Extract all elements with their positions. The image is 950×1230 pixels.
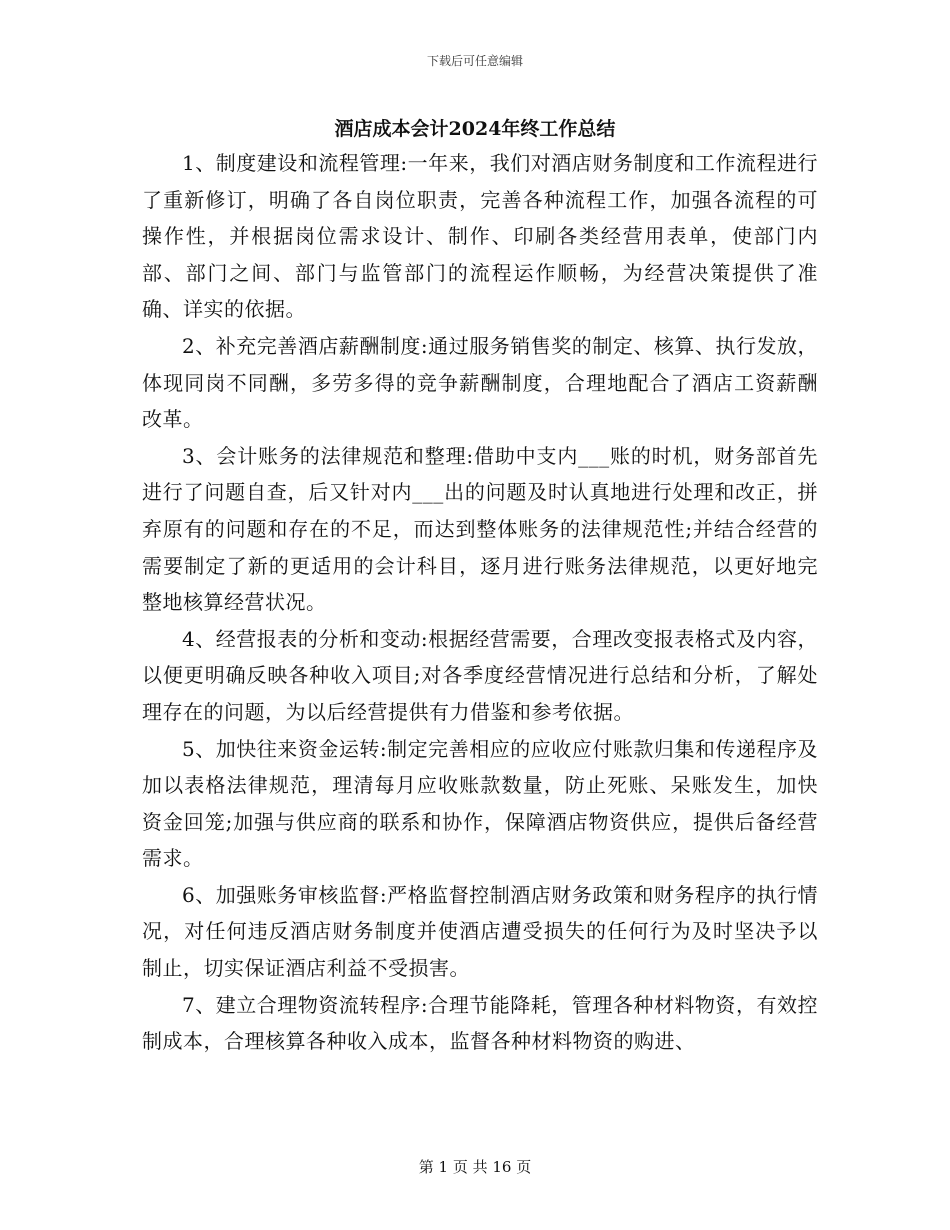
paragraph-2: 2、补充完善酒店薪酬制度:通过服务销售奖的制定、核算、执行发放，体现同岗不同酬，多劳多得的竞争薪酬制度，合理地配合了酒店工资薪酬改革。 [142,333,818,432]
paragraph-4: 4、经营报表的分析和变动:根据经营需要，合理改变报表格式及内容，以便更明确反映各种收入项目;对各季度经营情况进行总结和分析，了解处理存在的问题，为以后经营提供有力借鉴和参考依据。 [142,626,818,724]
paragraph-7: 7、建立合理物资流转程序:合理节能降耗，管理各种材料物资，有效控制成本，合理核算各种收入成本，监督各种材料物资的购进、 [142,992,818,1054]
paragraph-1: 1、制度建设和流程管理:一年来，我们对酒店财务制度和工作流程进行了重新修订，明确了各自岗位职责，完善各种流程工作，加强各流程的可操作性，并根据岗位需求设计、制作、印刷各类经营用表单，使部门内部、部门之间、部门与监管部门的流程运作顺畅，为经营决策提供了准确、详实的依据。 [142,151,818,322]
document-title: 酒店成本会计2024年终工作总结 [334,118,616,140]
header-note: 下载后可任意编辑 [426,54,523,68]
paragraph-5: 5、加快往来资金运转:制定完善相应的应收应付账款归集和传递程序及加以表格法律规范，理清每月应收账款数量，防止死账、呆账发生，加快资金回笼;加强与供应商的联系和协作，保障酒店物资供应，提供后备经营需求。 [142,736,818,871]
document-body [142,145,818,1060]
page-number: 第 1 页 共 16 页 [418,1158,532,1176]
paragraph-6: 6、加强账务审核监督:严格监督控制酒店财务政策和财务程序的执行情况，对任何违反酒店财务制度并使酒店遭受损失的任何行为及时坚决予以制止，切实保证酒店利益不受损害。 [142,882,818,981]
paragraph-3: 3、会计账务的法律规范和整理:借助中支内___账的时机，财务部首先进行了问题自查，后又针对内___出的问题及时认真地进行处理和改正，拼弃原有的问题和存在的不足，而达到整体账务的法律规范性;并结合经营的需要制定了新的更适用的会计科目，逐月进行账务法律规范，以更好地完整地核算经营状况。 [142,443,818,615]
